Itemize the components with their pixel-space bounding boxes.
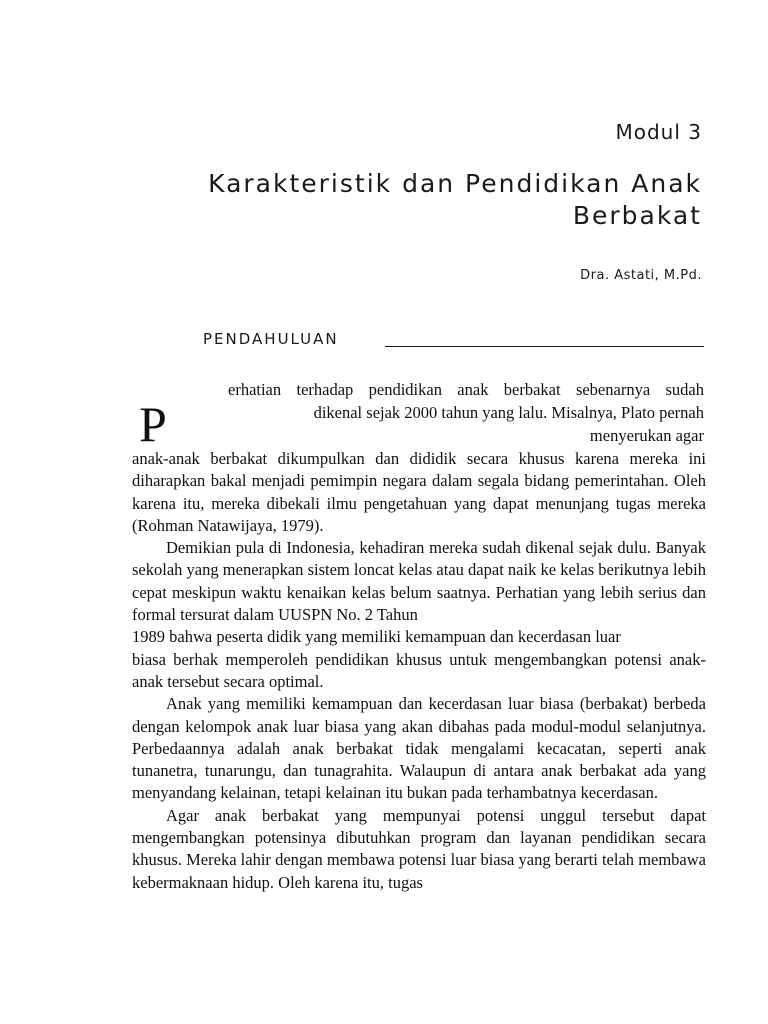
intro-line-1: erhatian terhadap pendidikan anak berbakat sebenarnya sudah (228, 380, 704, 399)
chapter-title-line-2: Berbakat (572, 201, 702, 230)
intro-line-2: dikenal sejak 2000 tahun yang lalu. Misalnya, Plato pernah (313, 403, 704, 422)
paragraph-3: Anak yang memiliki kemampuan dan kecerdasan luar biasa (berbakat) berbeda dengan kelompok anak luar biasa yang akan dibahas pada modul-modul selanjutnya. Perbedaannya adalah anak berbakat tidak mengalami kecacatan, seperti anak tunanetra, tunarungu, dan tunagrahita. Walaupun di antara anak berbakat ada yang menyandang kelainan, tetapi kelainan itu bukan pada terhambatnya kecerdasan. (132, 694, 706, 803)
paragraph-2c: biasa berhak memperoleh pendidikan khusus untuk mengembangkan potensi anak-anak tersebut secara optimal. (132, 649, 706, 691)
body-text (132, 448, 706, 894)
paragraph-2b: 1989 bahwa peserta didik yang memiliki kemampuan dan kecerdasan luar (132, 627, 621, 647)
intro-paragraph-continuation: anak-anak berbakat dikumpulkan dan dididik secara khusus karena mereka ini diharapkan bakal menjadi pemimpin negara dalam segala bidang pemerintahan. Oleh karena itu, mereka dibekali ilmu pengetahuan yang dapat menunjang tugas mereka (Rohman Natawijaya, 1979). (132, 449, 706, 535)
paragraph-2a: Demikian pula di Indonesia, kehadiran mereka sudah dikenal sejak dulu. Banyak sekolah yang menerapkan sistem loncat kelas atau dapat naik ke kelas berikutnya lebih cepat meskipun waktu kenaikan kelas belum saatnya. Perhatian yang lebih serius dan formal tersurat dalam UUSPN No. 2 Tahun (132, 538, 706, 625)
chapter-title-line-1: Karakteristik dan Pendidikan Anak (208, 169, 702, 198)
intro-line-3: menyerukan agar (589, 426, 704, 445)
author-name: Dra. Astati, M.Pd. (580, 268, 702, 283)
module-label: Modul 3 (615, 120, 702, 144)
paragraph-4: Agar anak berbakat yang mempunyai potensi unggul tersebut dapat mengembangkan potensinya dibutuhkan program dan layanan pendidikan secara khusus. Mereka lahir dengan membawa potensi luar biasa yang berarti telah membawa kebermaknaan hidup. Oleh karena itu, tugas (132, 805, 706, 892)
section-heading: PENDAHULUAN (203, 330, 339, 348)
section-heading-rule (385, 346, 704, 347)
drop-cap: P (139, 396, 167, 452)
chapter-title (142, 168, 702, 232)
